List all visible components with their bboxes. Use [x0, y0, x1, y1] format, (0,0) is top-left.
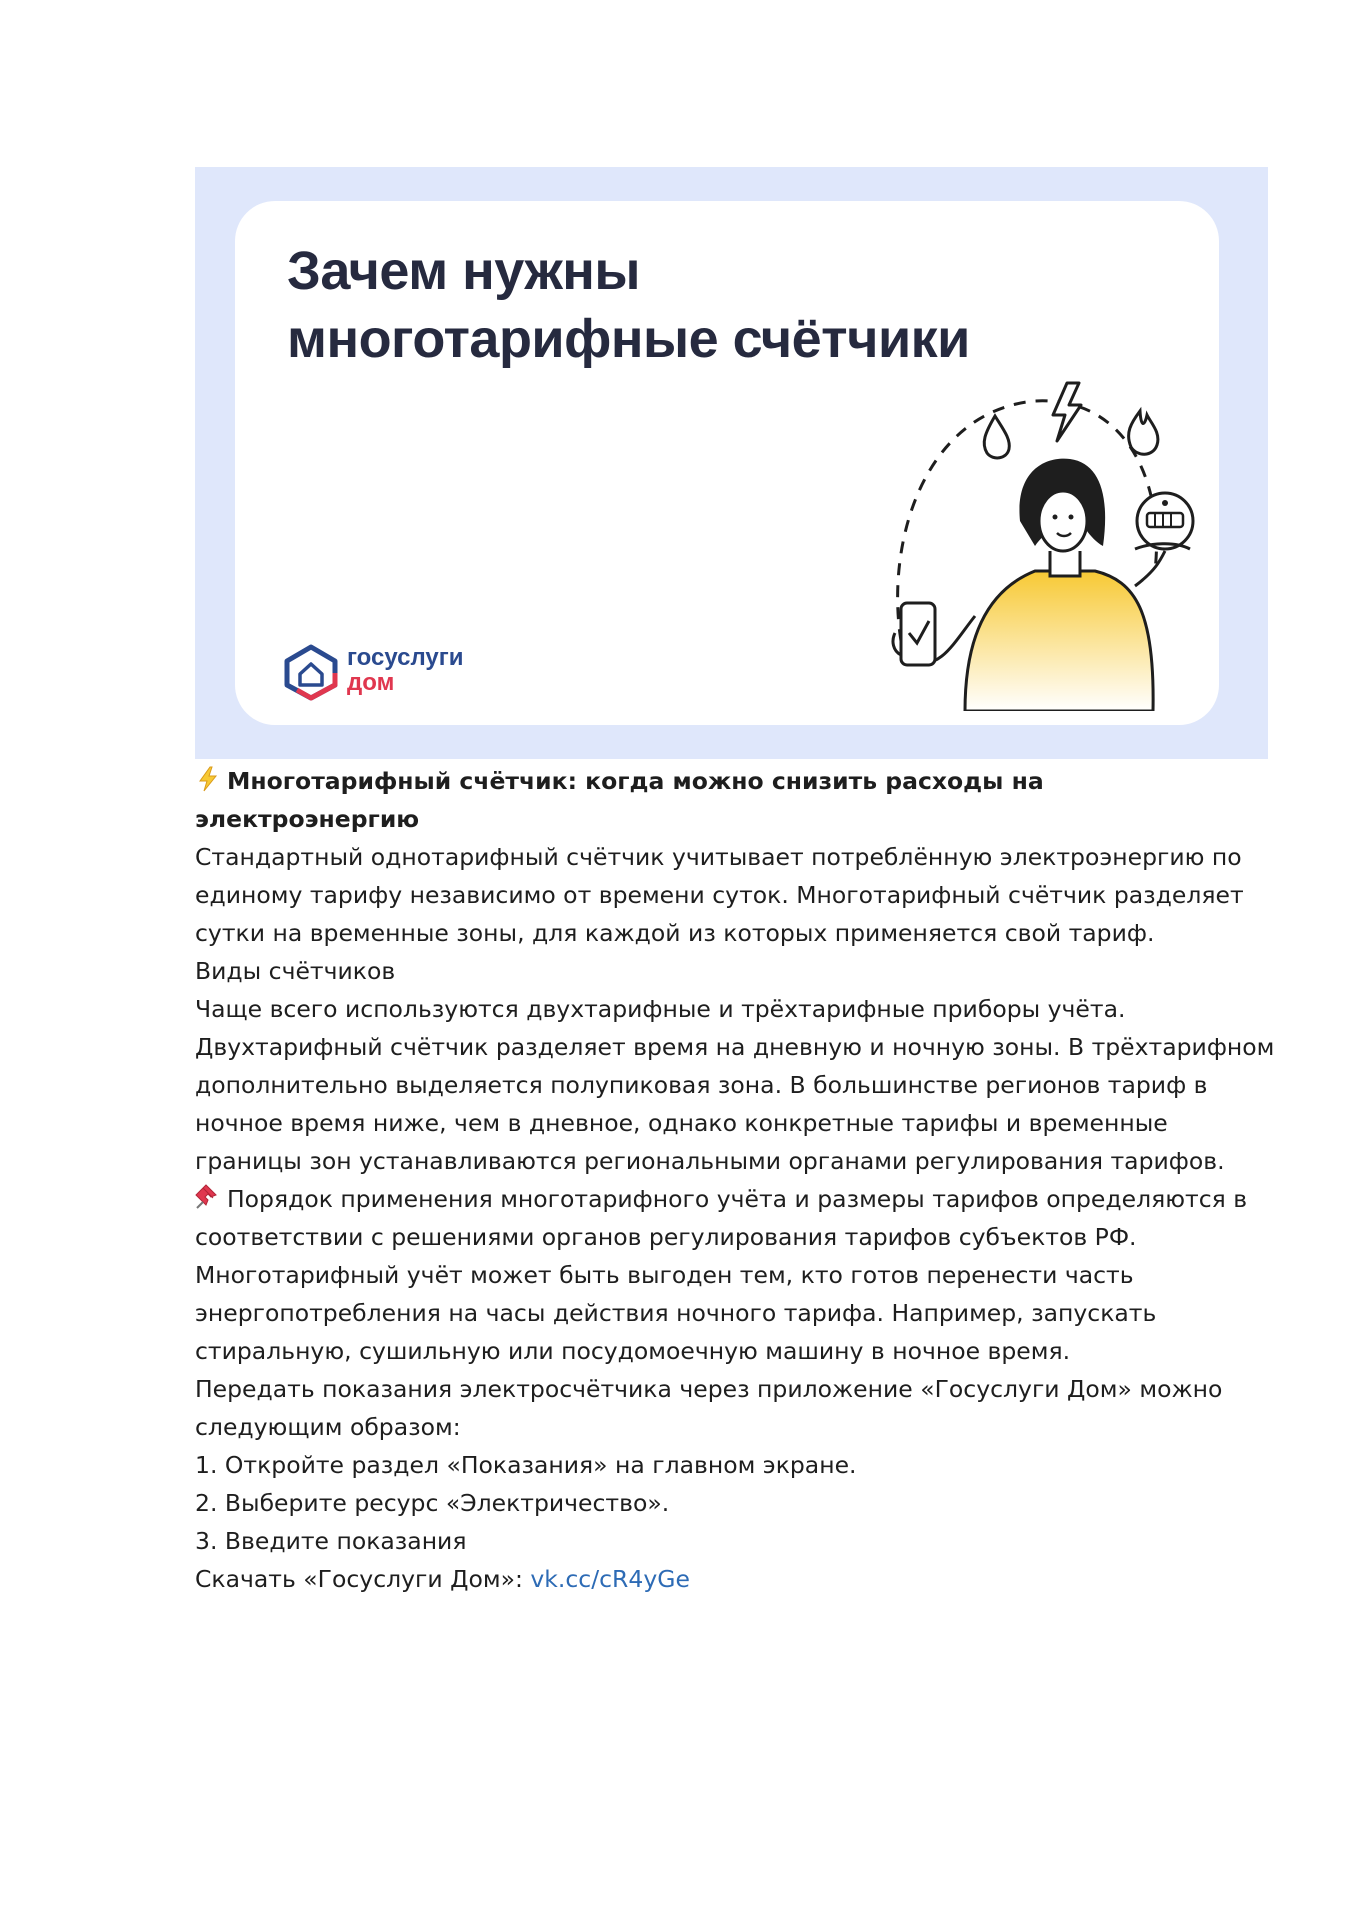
article-body — [195, 762, 1275, 1598]
banner-title-line1: Зачем нужны — [287, 241, 640, 301]
woman-with-meter-illustration — [835, 371, 1205, 711]
download-label: Скачать «Госуслуги Дом»: — [195, 1565, 531, 1593]
step-item-3: 3. Введите показания — [195, 1527, 467, 1555]
article-subheading: Виды счётчиков — [195, 957, 396, 985]
step-item-1: 1. Откройте раздел «Показания» на главном экране. — [195, 1451, 857, 1479]
lightning-icon — [195, 766, 221, 792]
step-item-2: 2. Выберите ресурс «Электричество». — [195, 1489, 670, 1517]
article-paragraph-intro: Стандартный однотарифный счётчик учитывает потреблённую электроэнергию по единому тарифу независимо от времени суток. Многотарифный счётчик разделяет сутки на временные зоны, для каждой из которых применяется свой тариф. — [195, 843, 1244, 947]
article-heading-text: Многотарифный счётчик: когда можно снизить расходы на электроэнергию — [195, 767, 1044, 833]
gosuslugi-dom-logo — [283, 643, 523, 703]
download-line — [195, 1560, 1275, 1598]
download-link[interactable]: vk.cc/cR4yGe — [530, 1565, 690, 1593]
article-paragraph-howto: Передать показания электросчётчика через приложение «Госуслуги Дом» можно следующим образом: — [195, 1375, 1223, 1441]
logo-text-dom: дом — [347, 669, 395, 696]
banner-card — [235, 201, 1219, 725]
article-paragraph-benefit: Многотарифный учёт может быть выгоден тем, кто готов перенести часть энергопотребления на часы действия ночного тарифа. Например, запускать стиральную, сушильную или посудомоечную машину в ночное время. — [195, 1261, 1157, 1365]
article-note-text: Порядок применения многотарифного учёта и размеры тарифов определяются в соответствии с решениями органов регулирования тарифов субъектов РФ. — [195, 1185, 1248, 1251]
house-logo-icon — [283, 643, 339, 701]
banner-title — [287, 237, 1007, 373]
article-paragraph-types: Чаще всего используются двухтарифные и трёхтарифные приборы учёта. Двухтарифный счётчик разделяет время на дневную и ночную зоны. В трёхтарифном дополнительно выделяется полупиковая зона. В большинстве регионов тариф в ночное время ниже, чем в дневное, однако конкретные тарифы и временные границы зон устанавливаются региональными органами регулирования тарифов. — [195, 995, 1275, 1175]
article-note — [195, 1180, 1275, 1256]
article-heading — [195, 762, 1275, 838]
promo-banner — [195, 167, 1268, 759]
banner-title-line2: многотарифные счётчики — [287, 309, 970, 369]
logo-text-gosuslugi: госуслуги — [347, 644, 464, 671]
pushpin-icon — [195, 1184, 221, 1210]
